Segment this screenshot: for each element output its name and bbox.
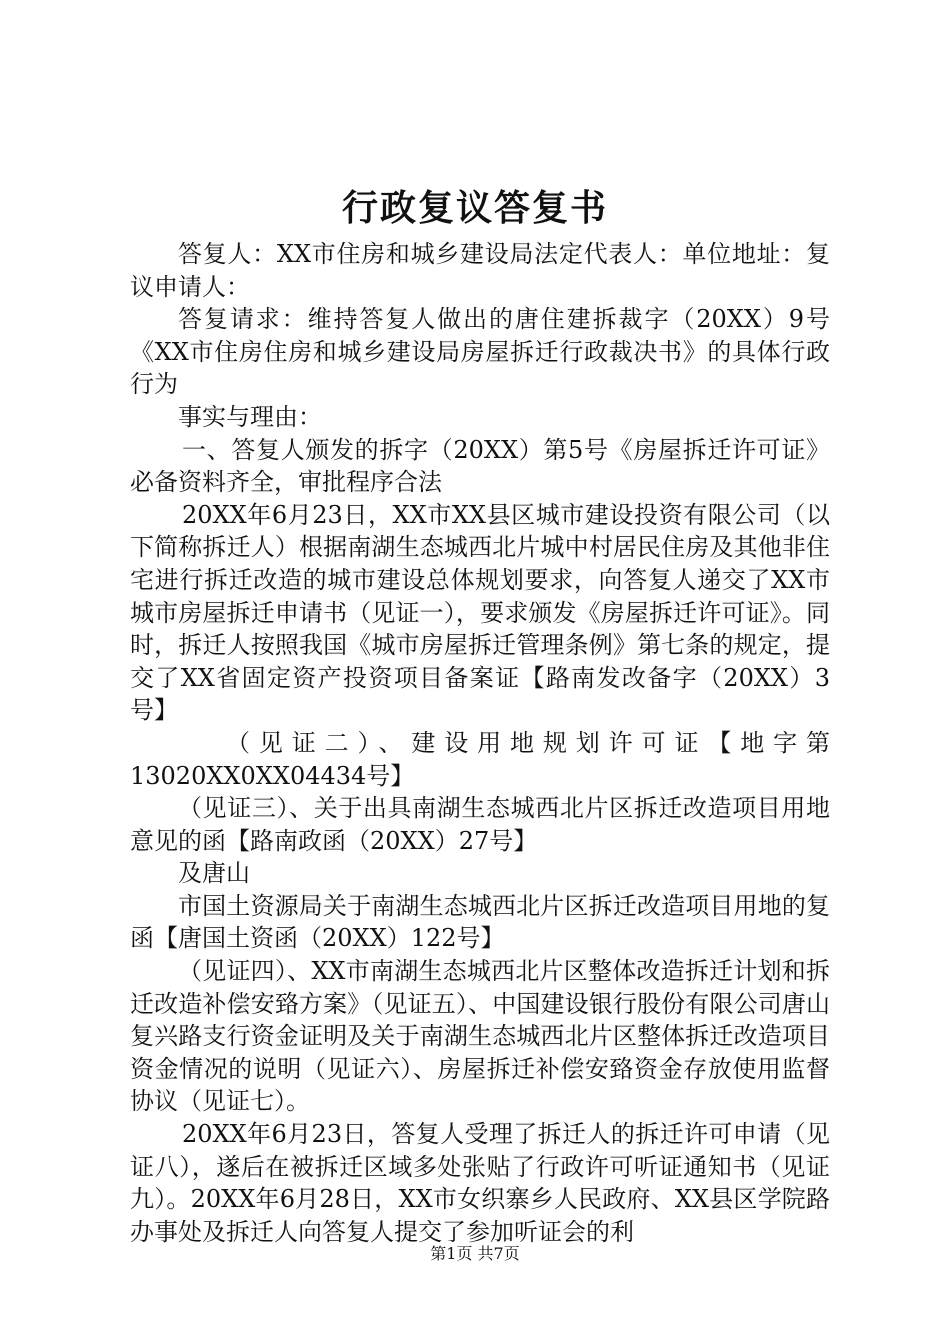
paragraph-evidence-three: （见证三）、关于出具南湖生态城西北片区拆迁改造项目用地意见的函【路南政函（20XX）27号】 [130,794,830,855]
paragraph-application: 20XX年6月23日，XX市XX县区城市建设投资有限公司（以下简称拆迁人）根据南湖生态城西北片城中村居民住房及其他非住宅进行拆迁改造的城市建设总体规划要求，向答复人递交了XX市城市房屋拆迁申请书（见证一），要求颁发《房屋拆迁许可证》。同时，拆迁人按照我国《城市房屋拆迁管理条例》第七条的规定，提交了XX省固定资产投资项目备案证【路南发改备字（20XX）3号】 [130,500,830,725]
paragraph-permit-number: 13020XX0XX04434号】 [130,761,415,790]
document-body [130,238,830,1248]
paragraph-evidence-two: （见证二）、建设用地规划许可证【地字第 [226,728,830,757]
paragraph-facts-heading: 事实与理由： [178,402,322,431]
paragraph-land-reply: 市国土资源局关于南湖生态城西北片区拆迁改造项目用地的复函【唐国土资函（20XX）122号】 [130,891,830,953]
paragraph-evidence-four: （见证四）、XX市南湖生态城西北片区整体改造拆迁计划和拆迁改造补偿安臵方案》（见证五）、中国建设银行股份有限公司唐山复兴路支行资金证明及关于南湖生态城西北片区整体拆迁改造项目资金情况的说明（见证六）、房屋拆迁补偿安臵资金存放使用监督协议（见证七）。 [130,957,830,1116]
page-number-footer: 第1页 共7页 [430,1244,520,1263]
paragraph-tangshan: 及唐山 [178,859,250,888]
paragraph-respondent: 答复人：XX市住房和城乡建设局法定代表人：单位地址：复议申请人： [130,240,830,301]
paragraph-acceptance: 20XX年6月23日，答复人受理了拆迁人的拆迁许可申请（见证八），遂后在被拆迁区域多处张贴了行政许可听证通知书（见证九）。20XX年6月28日，XX市女织寨乡人民政府、XX县区学院路办事处及拆迁人向答复人提交了参加听证会的利 [130,1120,830,1246]
paragraph-request: 答复请求：维持答复人做出的唐住建拆裁字（20XX）9号《XX市住房住房和城乡建设局房屋拆迁行政裁决书》的具体行政行为 [130,305,830,399]
document-title: 行政复议答复书 [341,187,608,229]
paragraph-section-one: 一、答复人颁发的拆字（20XX）第5号《房屋拆迁许可证》必备资料齐全，审批程序合法 [130,435,830,497]
